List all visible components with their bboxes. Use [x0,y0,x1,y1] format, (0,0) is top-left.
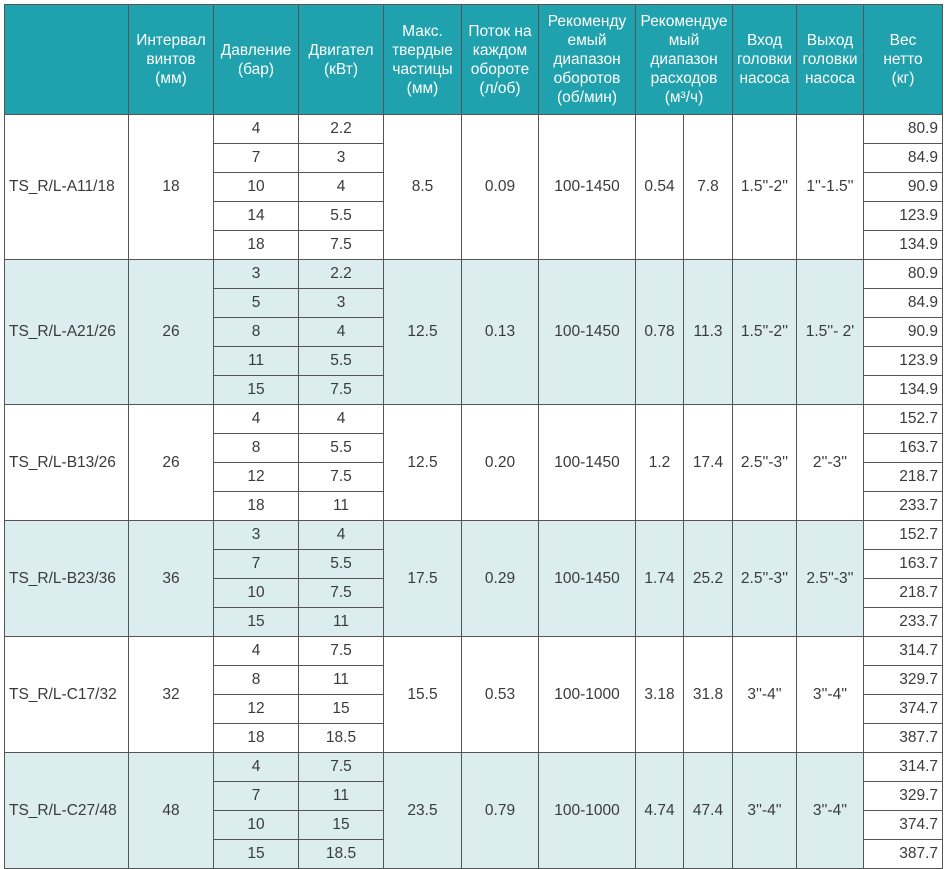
rpm-range-cell: 100-1000 [539,637,636,753]
motor-cell: 11 [299,492,384,521]
motor-cell: 7.5 [299,579,384,608]
weight-cell: 123.9 [864,347,943,376]
pressure-cell: 4 [214,115,299,144]
weight-cell: 134.9 [864,376,943,405]
pressure-cell: 4 [214,753,299,782]
header-weight: Вес нетто (кг) [864,5,943,115]
weight-cell: 134.9 [864,231,943,260]
max-solids-cell: 23.5 [384,753,462,869]
motor-cell: 5.5 [299,550,384,579]
outlet-cell: 2''-3'' [797,405,864,521]
pressure-cell: 15 [214,376,299,405]
pressure-cell: 7 [214,144,299,173]
interval-cell: 26 [129,405,214,521]
pressure-cell: 11 [214,347,299,376]
pressure-cell: 10 [214,579,299,608]
table-row [5,405,943,434]
flow-cell: 0.20 [462,405,539,521]
flow-cell: 0.53 [462,637,539,753]
interval-cell: 32 [129,637,214,753]
table-row [5,637,943,666]
rpm-range-cell: 100-1450 [539,260,636,405]
flow-min-cell: 0.78 [636,260,684,405]
interval-cell: 36 [129,521,214,637]
pressure-cell: 8 [214,318,299,347]
header-max-solids: Макс. твердые частицы (мм) [384,5,462,115]
pressure-cell: 8 [214,434,299,463]
max-solids-cell: 12.5 [384,260,462,405]
header-outlet: Выход головки насоса [797,5,864,115]
motor-cell: 7.5 [299,637,384,666]
weight-cell: 218.7 [864,463,943,492]
weight-cell: 314.7 [864,637,943,666]
flow-cell: 0.13 [462,260,539,405]
flow-cell: 0.29 [462,521,539,637]
pressure-cell: 18 [214,724,299,753]
pump-spec-table [4,4,943,869]
pressure-cell: 18 [214,231,299,260]
model-cell: TS_R/L-A11/18 [5,115,129,260]
flow-max-cell: 11.3 [684,260,733,405]
motor-cell: 15 [299,695,384,724]
model-cell: TS_R/L-C17/32 [5,637,129,753]
weight-cell: 374.7 [864,811,943,840]
pressure-cell: 5 [214,289,299,318]
weight-cell: 163.7 [864,550,943,579]
flow-max-cell: 17.4 [684,405,733,521]
weight-cell: 233.7 [864,492,943,521]
header-interval: Интервал винтов (мм) [129,5,214,115]
table-row [5,260,943,289]
inlet-cell: 1.5''-2'' [733,260,797,405]
weight-cell: 387.7 [864,840,943,869]
inlet-cell: 2.5''-3'' [733,405,797,521]
weight-cell: 152.7 [864,405,943,434]
weight-cell: 163.7 [864,434,943,463]
rpm-range-cell: 100-1000 [539,753,636,869]
motor-cell: 11 [299,782,384,811]
outlet-cell: 3''-4'' [797,637,864,753]
model-cell: TS_R/L-A21/26 [5,260,129,405]
pressure-cell: 10 [214,173,299,202]
pressure-cell: 7 [214,550,299,579]
pressure-cell: 14 [214,202,299,231]
weight-cell: 80.9 [864,260,943,289]
weight-cell: 90.9 [864,318,943,347]
inlet-cell: 2.5''-3'' [733,521,797,637]
outlet-cell: 3''-4'' [797,753,864,869]
outlet-cell: 1.5''- 2' [797,260,864,405]
model-cell: TS_R/L-B13/26 [5,405,129,521]
flow-min-cell: 3.18 [636,637,684,753]
pressure-cell: 12 [214,463,299,492]
inlet-cell: 3''-4'' [733,753,797,869]
motor-cell: 3 [299,144,384,173]
weight-cell: 329.7 [864,666,943,695]
max-solids-cell: 17.5 [384,521,462,637]
flow-max-cell: 7.8 [684,115,733,260]
weight-cell: 123.9 [864,202,943,231]
motor-cell: 7.5 [299,753,384,782]
pressure-cell: 10 [214,811,299,840]
header-flow: Поток на каждом обороте (л/об) [462,5,539,115]
header-row [5,5,943,115]
flow-min-cell: 1.2 [636,405,684,521]
motor-cell: 5.5 [299,347,384,376]
weight-cell: 329.7 [864,782,943,811]
motor-cell: 4 [299,318,384,347]
weight-cell: 314.7 [864,753,943,782]
motor-cell: 7.5 [299,463,384,492]
header-motor: Двигател (кВт) [299,5,384,115]
pressure-cell: 12 [214,695,299,724]
weight-cell: 80.9 [864,115,943,144]
pressure-cell: 7 [214,782,299,811]
table-row [5,521,943,550]
table-row [5,115,943,144]
weight-cell: 84.9 [864,144,943,173]
outlet-cell: 1''-1.5'' [797,115,864,260]
motor-cell: 4 [299,521,384,550]
header-inlet: Вход головки насоса [733,5,797,115]
rpm-range-cell: 100-1450 [539,521,636,637]
header-pressure: Давление (бар) [214,5,299,115]
weight-cell: 387.7 [864,724,943,753]
motor-cell: 4 [299,173,384,202]
pressure-cell: 3 [214,260,299,289]
motor-cell: 7.5 [299,376,384,405]
model-cell: TS_R/L-B23/36 [5,521,129,637]
motor-cell: 5.5 [299,202,384,231]
table-row [5,753,943,782]
pressure-cell: 8 [214,666,299,695]
flow-max-cell: 25.2 [684,521,733,637]
motor-cell: 11 [299,666,384,695]
flow-max-cell: 47.4 [684,753,733,869]
interval-cell: 26 [129,260,214,405]
outlet-cell: 2.5''-3'' [797,521,864,637]
flow-max-cell: 31.8 [684,637,733,753]
pressure-cell: 4 [214,637,299,666]
motor-cell: 15 [299,811,384,840]
pressure-cell: 15 [214,608,299,637]
table-body [5,115,943,869]
pressure-cell: 15 [214,840,299,869]
motor-cell: 7.5 [299,231,384,260]
motor-cell: 3 [299,289,384,318]
interval-cell: 18 [129,115,214,260]
flow-cell: 0.09 [462,115,539,260]
max-solids-cell: 8.5 [384,115,462,260]
motor-cell: 11 [299,608,384,637]
header-model [5,5,129,115]
rpm-range-cell: 100-1450 [539,405,636,521]
motor-cell: 18.5 [299,724,384,753]
weight-cell: 233.7 [864,608,943,637]
pressure-cell: 4 [214,405,299,434]
pressure-cell: 3 [214,521,299,550]
flow-min-cell: 1.74 [636,521,684,637]
flow-min-cell: 0.54 [636,115,684,260]
header-rpm-range: Рекоменду емый диапазон оборотов (об/мин) [539,5,636,115]
model-cell: TS_R/L-C27/48 [5,753,129,869]
motor-cell: 4 [299,405,384,434]
weight-cell: 374.7 [864,695,943,724]
motor-cell: 2.2 [299,260,384,289]
pressure-cell: 18 [214,492,299,521]
flow-cell: 0.79 [462,753,539,869]
weight-cell: 84.9 [864,289,943,318]
flow-min-cell: 4.74 [636,753,684,869]
weight-cell: 90.9 [864,173,943,202]
max-solids-cell: 15.5 [384,637,462,753]
inlet-cell: 1.5''-2'' [733,115,797,260]
motor-cell: 5.5 [299,434,384,463]
weight-cell: 152.7 [864,521,943,550]
motor-cell: 2.2 [299,115,384,144]
rpm-range-cell: 100-1450 [539,115,636,260]
inlet-cell: 3''-4'' [733,637,797,753]
max-solids-cell: 12.5 [384,405,462,521]
motor-cell: 18.5 [299,840,384,869]
header-flow-range: Рекомендуе мый диапазон расходов (м³/ч) [636,5,733,115]
interval-cell: 48 [129,753,214,869]
weight-cell: 218.7 [864,579,943,608]
